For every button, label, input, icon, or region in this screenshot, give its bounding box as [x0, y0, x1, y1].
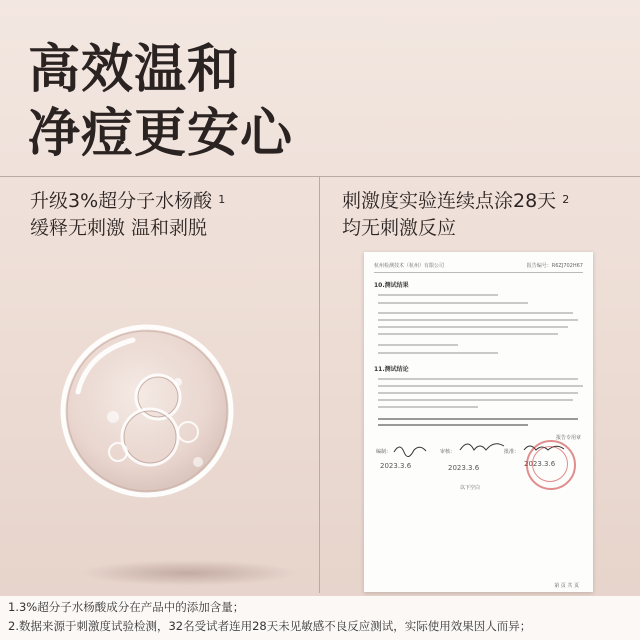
footnote-2: 2.数据来源于刺激度试验检测，32名受试者连用28天未见敏感不良反应测试，实际使用效果因人而异； — [8, 619, 532, 633]
report-end-text: 以下空白 — [460, 485, 481, 491]
report-note-line — [378, 424, 528, 426]
right-claim-line-2: 均无刺激反应 — [342, 217, 457, 239]
report-text-line — [378, 319, 578, 321]
sign-date-2: 2023.3.6 — [448, 464, 480, 472]
left-claim-footnote-ref: 1 — [218, 193, 226, 206]
report-text-line — [378, 312, 573, 314]
footnote-1: 1.3%超分子水杨酸成分在产品中的添加含量； — [8, 600, 245, 614]
footnotes — [0, 596, 640, 640]
headline — [28, 38, 293, 166]
droplet-shadow — [78, 560, 298, 586]
handwritten-signature-1 — [392, 442, 432, 458]
report-text-line — [378, 294, 498, 296]
report-text-line — [378, 326, 568, 328]
sign-approved: 批准： — [504, 449, 520, 455]
divider-horizontal — [0, 176, 640, 177]
divider-vertical — [319, 176, 320, 593]
report-text-line — [378, 333, 558, 335]
report-section-conclusion: 11.测试结论 — [374, 366, 409, 373]
report-company: 杭州检测技术（杭州）有限公司 — [374, 263, 445, 269]
left-claim-line-1: 升级3%超分子水杨酸 — [30, 190, 213, 212]
left-claim-line-2: 缓释无刺激 温和剥脱 — [30, 217, 208, 239]
report-header — [374, 262, 583, 273]
sign-date-1: 2023.3.6 — [380, 462, 412, 470]
right-claim-footnote-ref: 2 — [562, 193, 570, 206]
right-claim — [342, 188, 569, 242]
headline-line-1: 高效温和 — [28, 40, 241, 100]
report-note-line — [378, 418, 578, 420]
report-number: 报告编号：R6ZJ702H67 — [526, 263, 583, 269]
report-text-line — [378, 406, 478, 408]
report-text-line — [378, 392, 578, 394]
handwritten-signature-2 — [458, 438, 506, 456]
right-claim-line-1: 刺激度实验连续点涂28天 — [342, 190, 557, 212]
report-text-line — [378, 399, 573, 401]
report-seal-label: 报告专用章 — [555, 435, 581, 441]
report-text-line — [378, 302, 528, 304]
report-text-line — [378, 378, 578, 380]
headline-line-2: 净痘更安心 — [28, 104, 294, 164]
gel-droplet-image — [58, 322, 236, 500]
sign-date-3: 2023.3.6 — [524, 460, 556, 468]
sign-reviewed: 审核： — [440, 449, 456, 455]
report-text-line — [378, 352, 498, 354]
sign-compiled: 编制： — [376, 449, 392, 455]
report-text-line — [378, 385, 583, 387]
red-seal-inner-ring — [532, 446, 568, 482]
report-text-line — [378, 344, 458, 346]
test-report-document — [364, 252, 593, 592]
left-claim — [30, 188, 225, 242]
report-page-text: 第 页 共 页 — [554, 583, 579, 589]
report-section-results: 10.测试结果 — [374, 282, 409, 289]
